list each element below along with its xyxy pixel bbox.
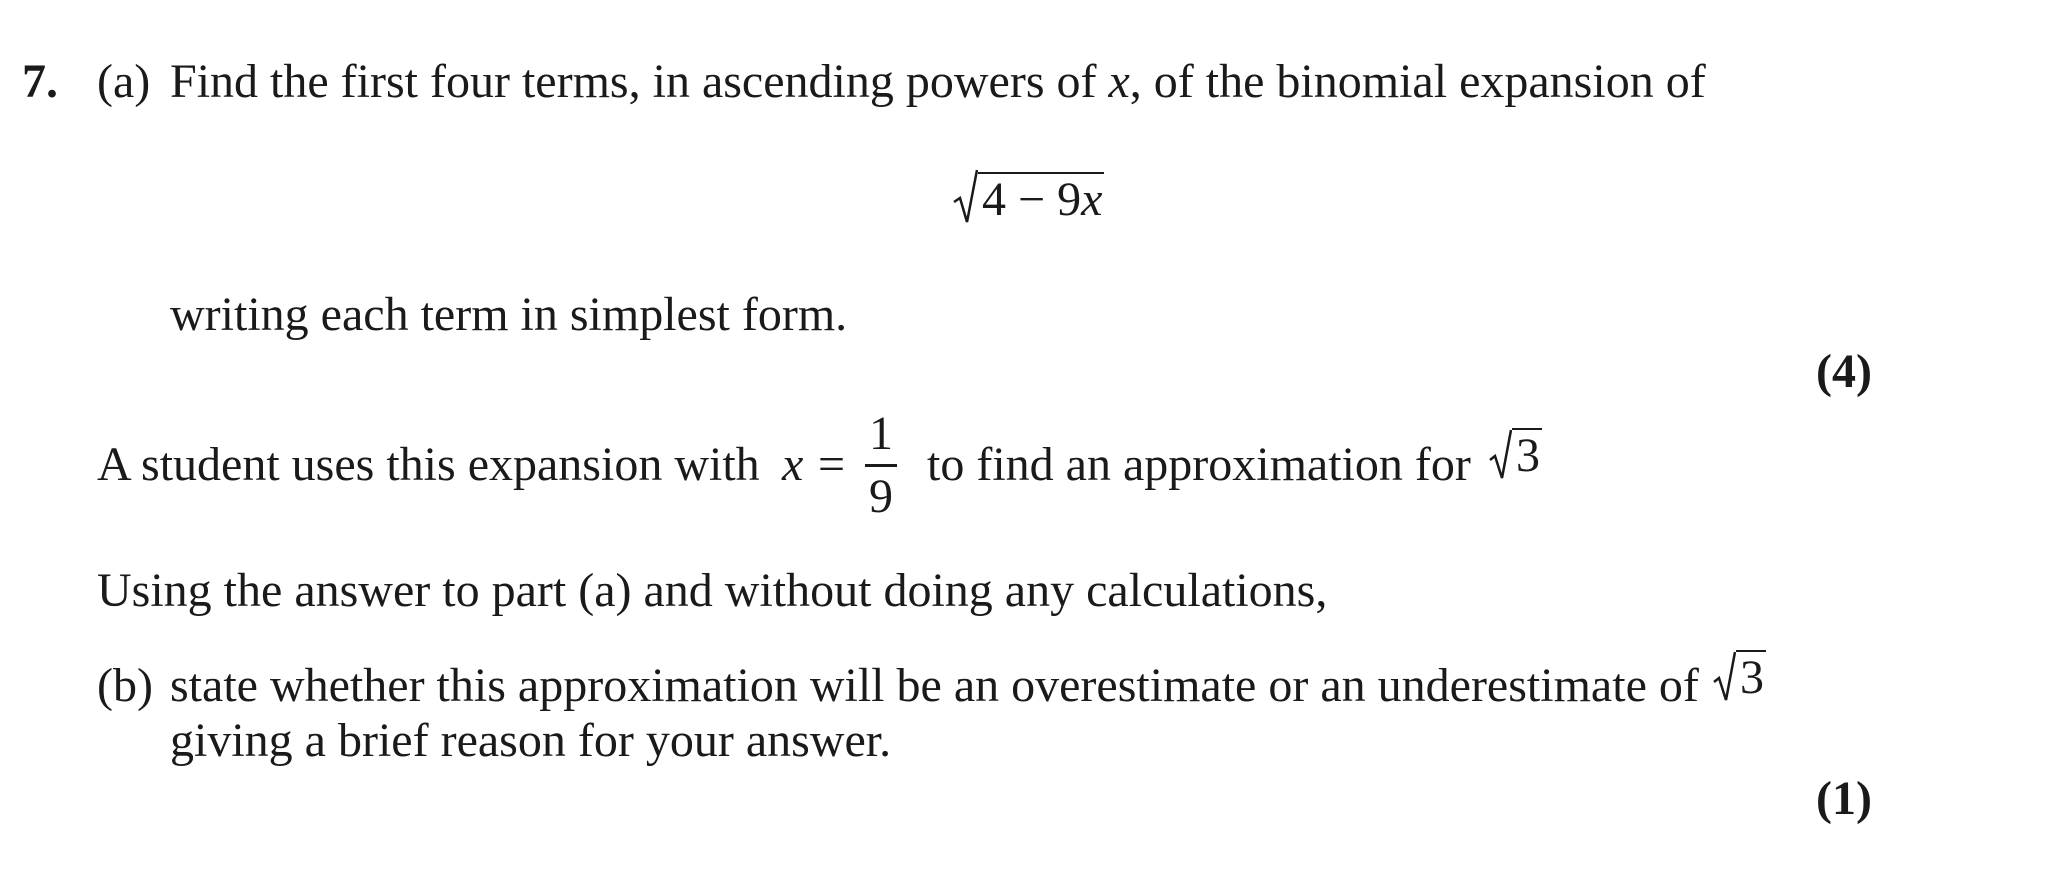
part-b-label: (b) <box>97 659 153 712</box>
sqrt-3-radicand: 3 <box>1512 428 1542 480</box>
radical-sign-icon <box>952 168 978 224</box>
part-a-intro-end: , of the binomial expansion of <box>1129 55 1706 108</box>
fraction-one-ninth <box>861 407 901 523</box>
fraction-bar <box>865 464 897 467</box>
student-line-before: A student uses this expansion with <box>97 438 760 491</box>
variable-x: x <box>1108 55 1130 108</box>
fraction-numerator: 1 <box>869 407 893 460</box>
part-a-continuation: writing each term in simplest form. <box>170 288 848 341</box>
part-a-intro: Find the first four terms, in ascending powers of <box>170 55 1097 108</box>
part-a-prompt <box>170 55 1706 108</box>
question-number: 7. <box>22 55 58 108</box>
fraction-denominator: 9 <box>869 469 893 523</box>
student-line-variable-x: x <box>782 438 804 491</box>
sqrt-3-approximation <box>1488 428 1542 489</box>
student-line-after: to find an approximation for <box>927 438 1471 491</box>
sqrt-3-radicand-b: 3 <box>1736 650 1766 702</box>
radicand-number: 4 − 9 <box>982 173 1082 226</box>
part-a-label: (a) <box>97 55 151 108</box>
sqrt-4-minus-9x <box>952 168 1104 224</box>
binomial-expression <box>952 168 1104 233</box>
part-b-line2: giving a brief reason for your answer. <box>170 714 892 767</box>
sqrt-3-part-b <box>1712 650 1766 711</box>
part-b-line1: state whether this approximation will be an overestimate or an underestimate of <box>170 659 1699 712</box>
instruction-text: Using the answer to part (a) and without doing any calculations, <box>97 564 1328 617</box>
radicand-variable: x <box>1081 173 1103 226</box>
part-b-marks: (1) <box>1816 772 1872 825</box>
radical-sign-icon <box>1488 428 1512 480</box>
student-line-equals: = <box>818 438 846 491</box>
radical-sign-icon <box>1712 650 1736 702</box>
part-a-marks: (4) <box>1816 345 1872 398</box>
